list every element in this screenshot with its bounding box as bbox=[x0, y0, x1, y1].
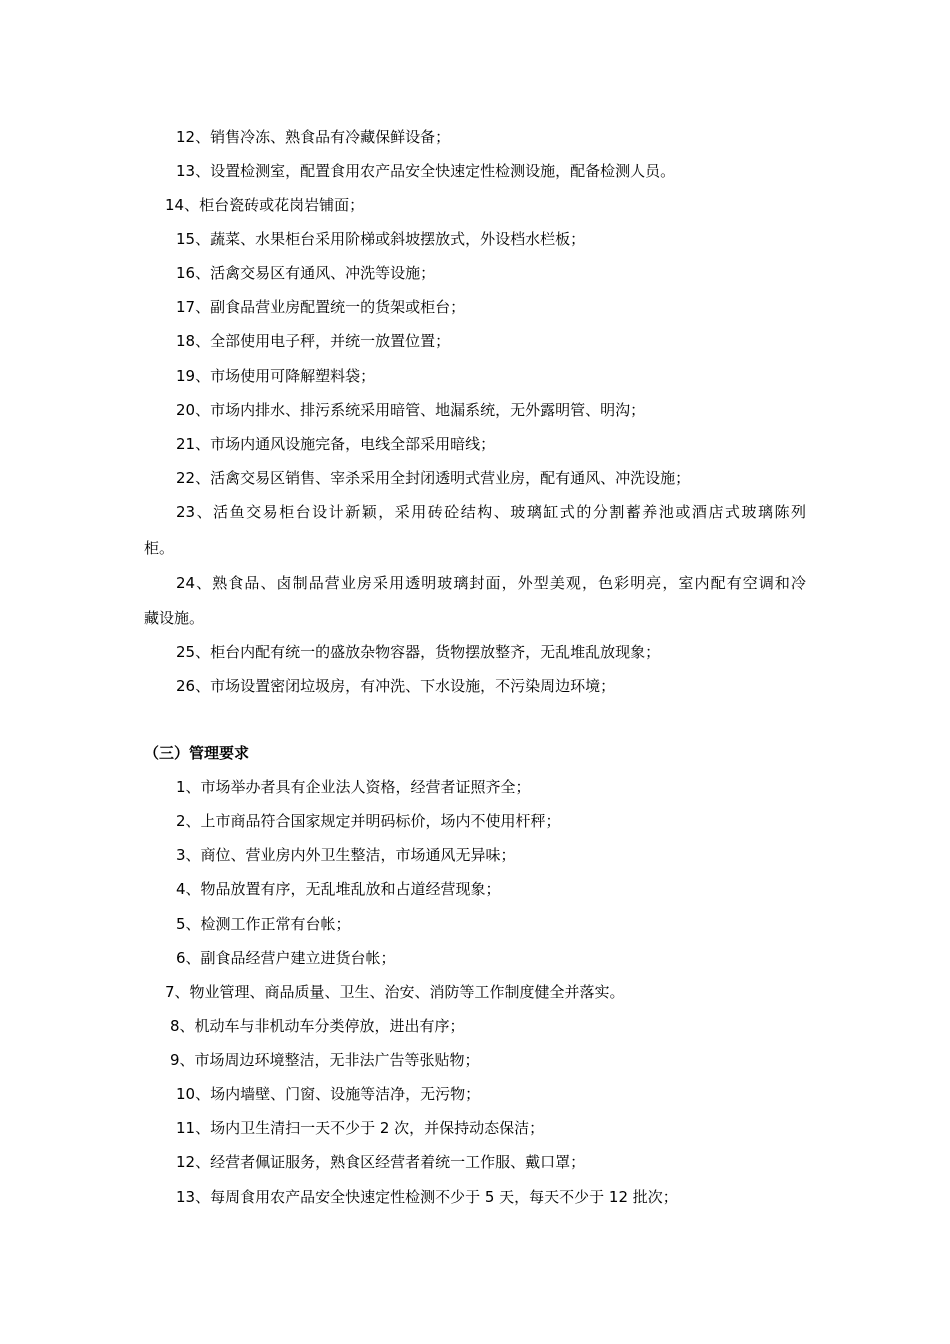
list-item: 20、市场内排水、排污系统采用暗管、地漏系统，无外露明管、明沟； bbox=[176, 401, 646, 419]
list-item: 12、销售冷冻、熟食品有冷藏保鲜设备； bbox=[176, 128, 451, 146]
list-item: 19、市场使用可降解塑料袋； bbox=[176, 367, 376, 385]
list-item: 21、市场内通风设施完备，电线全部采用暗线； bbox=[176, 435, 496, 453]
list-item-24-line1: 24、熟食品、卤制品营业房采用透明玻璃封面，外型美观，色彩明亮，室内配有空调和冷 bbox=[176, 574, 806, 592]
list-item: 11、场内卫生清扫一天不少于 2 次，并保持动态保洁； bbox=[176, 1119, 545, 1137]
list-item: 5、检测工作正常有台帐； bbox=[176, 915, 351, 933]
list-item: 14、柜台瓷砖或花岗岩铺面； bbox=[165, 196, 365, 214]
list-item: 16、活禽交易区有通风、冲洗等设施； bbox=[176, 264, 436, 282]
list-item-23-line1: 23、活鱼交易柜台设计新颖，采用砖砼结构、玻璃缸式的分割蓄养池或酒店式玻璃陈列 bbox=[176, 503, 806, 521]
list-item: 3、商位、营业房内外卫生整洁，市场通风无异味； bbox=[176, 846, 516, 864]
list-item: 4、物品放置有序，无乱堆乱放和占道经营现象； bbox=[176, 880, 501, 898]
list-item: 13、设置检测室，配置食用农产品安全快速定性检测设施，配备检测人员。 bbox=[176, 162, 676, 180]
section-heading: （三）管理要求 bbox=[144, 744, 250, 762]
list-item: 17、副食品营业房配置统一的货架或柜台； bbox=[176, 298, 466, 316]
list-item: 6、副食品经营户建立进货台帐； bbox=[176, 949, 396, 967]
list-item: 25、柜台内配有统一的盛放杂物容器，货物摆放整齐，无乱堆乱放现象； bbox=[176, 643, 661, 661]
list-item-23-line2: 柜。 bbox=[144, 539, 175, 557]
list-item: 12、经营者佩证服务，熟食区经营者着统一工作服、戴口罩； bbox=[176, 1153, 586, 1171]
list-item: 15、蔬菜、水果柜台采用阶梯或斜坡摆放式，外设档水栏板； bbox=[176, 230, 586, 248]
list-item: 2、上市商品符合国家规定并明码标价，场内不使用杆秤； bbox=[176, 812, 561, 830]
list-item: 7、物业管理、商品质量、卫生、治安、消防等工作制度健全并落实。 bbox=[165, 983, 625, 1001]
list-item: 18、全部使用电子秤，并统一放置位置； bbox=[176, 332, 451, 350]
list-item: 26、市场设置密闭垃圾房，有冲洗、下水设施，不污染周边环境； bbox=[176, 677, 616, 695]
list-item: 8、机动车与非机动车分类停放，进出有序； bbox=[170, 1017, 465, 1035]
list-item: 9、市场周边环境整洁，无非法广告等张贴物； bbox=[170, 1051, 480, 1069]
list-item-24-line2: 藏设施。 bbox=[144, 609, 205, 627]
list-item: 1、市场举办者具有企业法人资格，经营者证照齐全； bbox=[176, 778, 531, 796]
list-item: 10、场内墙壁、门窗、设施等洁净，无污物； bbox=[176, 1085, 481, 1103]
list-item: 22、活禽交易区销售、宰杀采用全封闭透明式营业房，配有通风、冲洗设施； bbox=[176, 469, 691, 487]
list-item: 13、每周食用农产品安全快速定性检测不少于 5 天，每天不少于 12 批次； bbox=[176, 1188, 678, 1206]
